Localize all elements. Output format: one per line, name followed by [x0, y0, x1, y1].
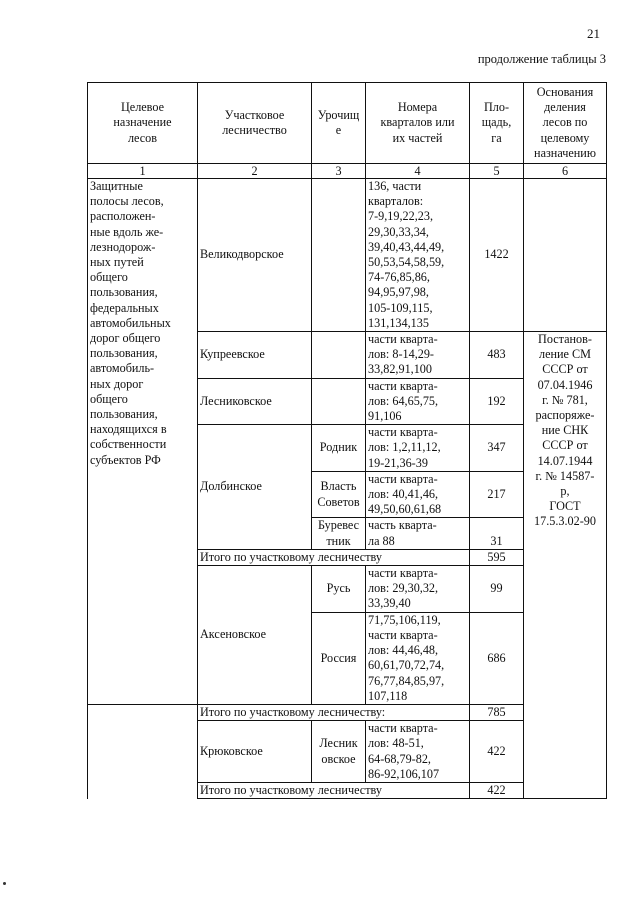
column-number: 3 — [312, 164, 366, 179]
subtotal-area: 785 — [470, 704, 524, 720]
purpose-cell-continued — [88, 704, 198, 798]
tract-cell — [312, 179, 366, 332]
quarters-cell: 136, части кварталов: 7-9,19,22,23, 29,30,33,34, 39,40,43,44,49, 50,53,54,58,59, 74-76,85,86, 94,95,97,98, 105-109,115, 131,134,135 — [366, 179, 470, 332]
quarters-cell: части кварта- лов: 64,65,75, 91,106 — [366, 378, 470, 425]
column-number: 2 — [198, 164, 312, 179]
quarters-cell: часть кварта- ла 88 — [366, 518, 470, 549]
quarters-cell: части кварта- лов: 48-51, 64-68,79-82, 86-92,106,107 — [366, 721, 470, 783]
column-number-row — [88, 164, 607, 179]
header-row — [88, 83, 607, 164]
header-tract: Урочищ е — [312, 83, 366, 164]
area-cell: 192 — [470, 378, 524, 425]
subtotal-label: Итого по участковому лесничеству — [198, 549, 470, 565]
forest-purpose-table — [87, 82, 607, 799]
basis-cell: Постанов- ление СМ СССР от 07.04.1946 г. № 781, распоряже- ние СНК СССР от 14.07.1944 г. № 14587- р, ГОСТ 17.5.3.02-90 — [524, 332, 607, 799]
quarters-cell: части кварта- лов: 8-14,29- 33,82,91,100 — [366, 332, 470, 379]
column-number: 5 — [470, 164, 524, 179]
subtotal-label: Итого по участковому лесничеству — [198, 782, 470, 798]
header-forestry: Участковое лесничество — [198, 83, 312, 164]
tract-cell: Лесник овское — [312, 721, 366, 783]
quarters-cell: 71,75,106,119, части кварта- лов: 44,46,48, 60,61,70,72,74, 76,77,84,85,97, 107,118 — [366, 612, 470, 704]
subtotal-area: 595 — [470, 549, 524, 565]
tract-cell: Буревес тник — [312, 518, 366, 549]
tract-cell — [312, 332, 366, 379]
header-quarters: Номера кварталов или их частей — [366, 83, 470, 164]
page-number: 21 — [587, 26, 600, 41]
tract-cell: Россия — [312, 612, 366, 704]
tract-cell — [312, 378, 366, 425]
subtotal-label: Итого по участковому лесничеству: — [198, 704, 470, 720]
purpose-cell: Защитные полосы лесов, расположен- ные вдоль же- лезнодорож- ных путей общего пользования, федеральных автомобильных дорог общего пользования, автомобиль- ных дорог общего пользования, находящихся в собственности субъектов РФ — [88, 179, 198, 705]
header-area: Пло- щадь, га — [470, 83, 524, 164]
quarters-cell: части кварта- лов: 40,41,46, 49,50,60,61,68 — [366, 471, 470, 518]
area-cell: 31 — [470, 518, 524, 549]
forestry-cell: Аксеновское — [198, 566, 312, 705]
forestry-cell: Лесниковское — [198, 378, 312, 425]
forestry-cell: Крюковское — [198, 721, 312, 783]
forestry-cell: Великодворское — [198, 179, 312, 332]
basis-cell-empty — [524, 179, 607, 332]
quarters-cell: части кварта- лов: 29,30,32, 33,39,40 — [366, 566, 470, 613]
area-cell: 347 — [470, 425, 524, 472]
area-cell: 686 — [470, 612, 524, 704]
area-cell: 1422 — [470, 179, 524, 332]
area-cell: 422 — [470, 721, 524, 783]
tract-cell: Власть Советов — [312, 471, 366, 518]
area-cell: 217 — [470, 471, 524, 518]
quarters-cell: части кварта- лов: 1,2,11,12, 19-21,36-39 — [366, 425, 470, 472]
subtotal-area: 422 — [470, 782, 524, 798]
forestry-cell: Долбинское — [198, 425, 312, 550]
table-row — [88, 179, 607, 332]
continuation-caption: продолжение таблицы 3 — [477, 52, 606, 66]
scan-dot — [3, 882, 6, 885]
forestry-cell: Купреевское — [198, 332, 312, 379]
tract-cell: Русь — [312, 566, 366, 613]
column-number: 4 — [366, 164, 470, 179]
area-cell: 483 — [470, 332, 524, 379]
header-basis: Основания деления лесов по целевому назначению — [524, 83, 607, 164]
column-number: 1 — [88, 164, 198, 179]
column-number: 6 — [524, 164, 607, 179]
tract-cell: Родник — [312, 425, 366, 472]
header-purpose: Целевое назначение лесов — [88, 83, 198, 164]
area-cell: 99 — [470, 566, 524, 613]
